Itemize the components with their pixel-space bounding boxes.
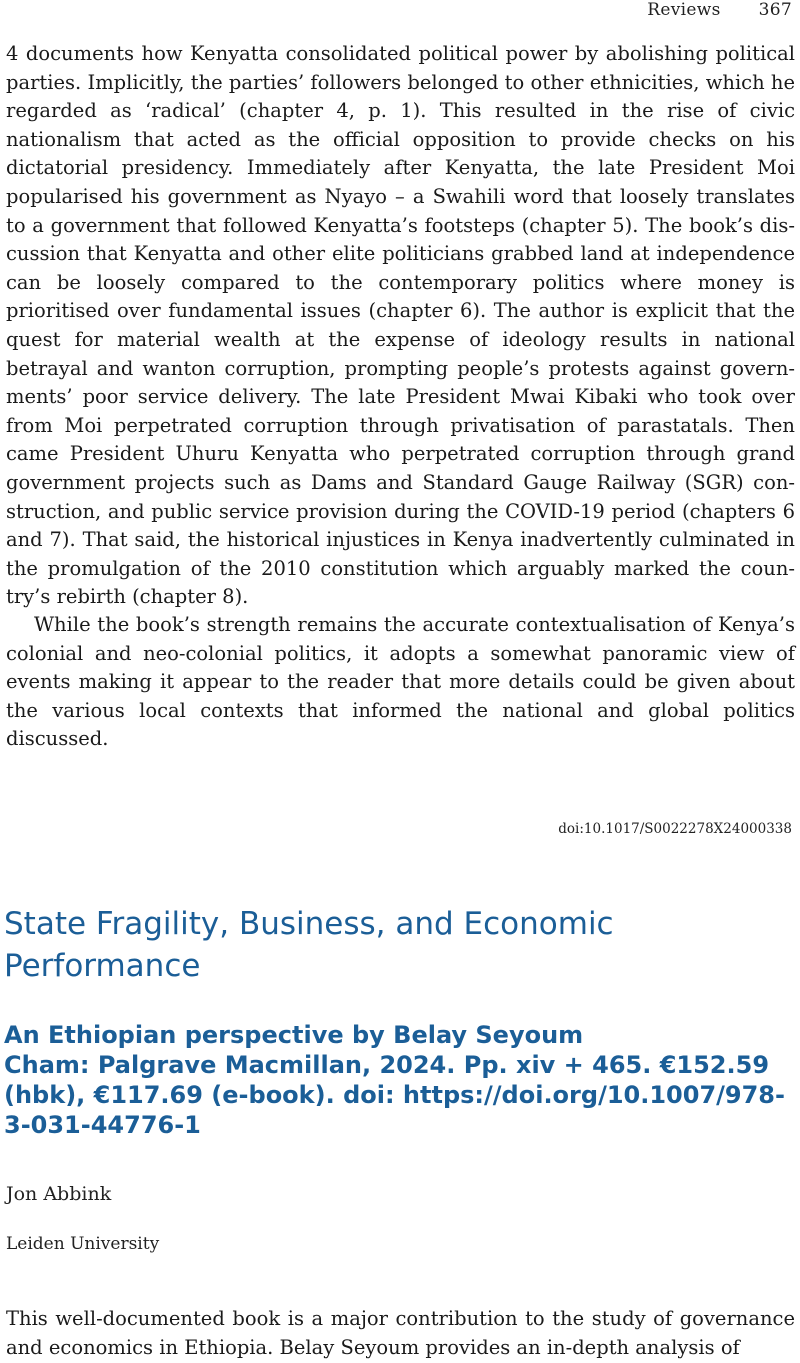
review2-book-subtitle: An Ethiopian perspective by Belay Seyoum	[4, 1021, 584, 1049]
review2-paragraph-1: This well-documented book is a major contribution to the study of governance and economics in Ethiopia. Belay Seyoum provides an in-depth analysis of	[6, 1307, 795, 1359]
review2-publication-info	[4, 1050, 796, 1140]
running-head	[647, 0, 792, 20]
review1-paragraph-1: 4 documents how Kenyatta consolidated political power by abolishing political parties. Implicitly, the parties’ followers belonged to other ethnicities, which he regarded as ‘radical’ (chapter 4, p. 1). This resulted in the rise of civic nationalism that acted as the official opposition to provide checks on his dictatorial presidency. Immediately after Kenyatta, the late President Moi popularised his government as Nyayo – a Swahili word that loosely translates to a government that followed Kenyatta’s footsteps (chapter 5). The book’s discussion that Kenyatta and other elite politicians grabbed land at independence can be loosely compared to the contemporary politics where money is prioritised over fundamental issues (chapter 6). The author is explicit that the quest for material wealth at the expense of ideology results in national betrayal and wanton corruption, prompting people’s protests against governments’ poor service delivery. The late President Mwai Kibaki who took over from Moi perpetrated corruption through privatisation of parastatals. Then came President Uhuru Kenyatta who perpetrated corruption through grand government projects such as Dams and Standard Gauge Railway (SGR) construction, and public service provision during the COVID-19 period (chapters 6 and 7). That said, the historical injustices in Kenya inadvertently culminated in the promulgation of the 2010 constitution which arguably marked the country’s rebirth (chapter 8).	[6, 42, 795, 609]
review2-affiliation: Leiden University	[6, 1234, 160, 1254]
review1-doi: doi:10.1017/S0022278X24000338	[558, 821, 792, 837]
review2-author: Jon Abbink	[6, 1183, 112, 1205]
review1-paragraph-2: While the book’s strength remains the accurate contextualisation of Kenya’s colonial and neo-colonial politics, it adopts a somewhat panoramic view of events making it appear to the reader that more details could be given about the various local contexts that informed the national and global politics discussed.	[6, 613, 795, 751]
review2-doi-link[interactable]: https://doi.org/10.1007/978-3-031-44776-1	[4, 1081, 785, 1139]
running-head-section: Reviews	[647, 0, 721, 20]
review2-book-details	[4, 1020, 796, 1140]
page-number: 367	[758, 0, 792, 20]
review2-publication-text: Cham: Palgrave Macmillan, 2024. Pp. xiv + 465. €152.59 (hbk), €117.69 (e-book). doi:	[4, 1051, 770, 1109]
review2-book-title: State Fragility, Business, and Economic Performance	[4, 906, 614, 984]
